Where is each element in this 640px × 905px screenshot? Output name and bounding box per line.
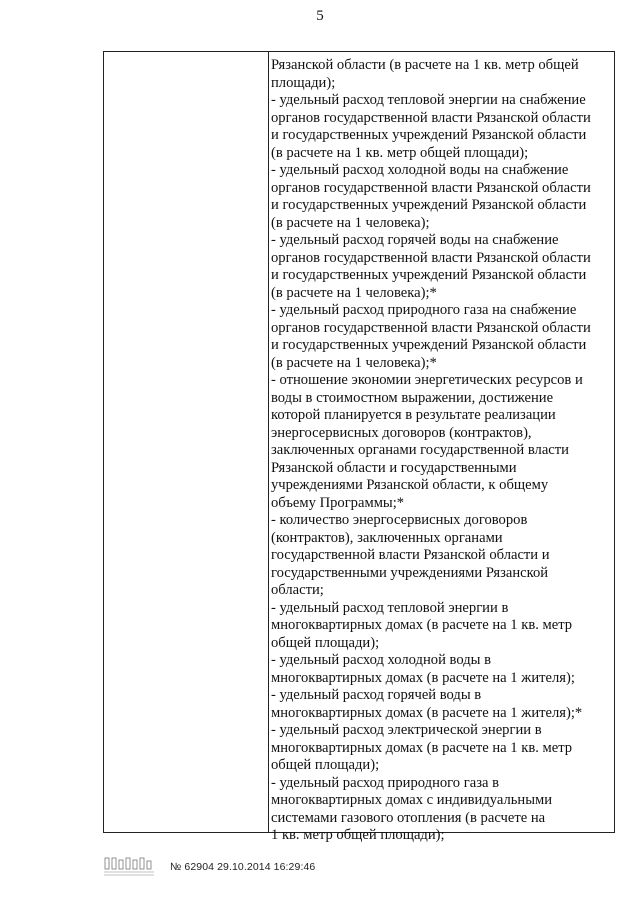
text-line: воды в стоимостном выражении, достижение [271, 389, 554, 406]
text-line: - количество энергосервисных договоров [271, 512, 528, 528]
text-line: - удельный расход холодной воды в [271, 652, 491, 668]
text-line: Рязанской области (в расчете на 1 кв. метр общей [271, 57, 579, 73]
text-line: органов государственной власти Рязанской области [271, 319, 591, 336]
text-line: государственной власти Рязанской области и [271, 547, 550, 563]
page-number: 5 [316, 8, 324, 24]
column-divider [268, 52, 269, 832]
document-footer [102, 855, 315, 879]
text-line: органов государственной власти Рязанской области [271, 249, 591, 266]
registration-stamp-icon [102, 856, 162, 878]
text-line: объему Программы;* [271, 494, 405, 511]
text-line: системами газового отопления (в расчете на [271, 809, 546, 826]
text-line: государственными учреждениями Рязанской [271, 564, 549, 581]
text-line: общей площади); [271, 757, 380, 773]
text-line: - удельный расход горячей воды на снабжение [271, 232, 559, 248]
text-line: энергосервисных договоров (контрактов), [271, 424, 532, 441]
text-line: - удельный расход тепловой энергии на снабжение [271, 92, 586, 108]
text-line: органов государственной власти Рязанской области [271, 109, 591, 126]
text-line: общей площади); [271, 634, 380, 651]
text-line: и государственных учреждений Рязанской области [271, 337, 587, 353]
text-line: многоквартирных домах (в расчете на 1 кв. метр [271, 739, 573, 756]
text-line: - удельный расход электрической энергии в [271, 722, 542, 738]
text-line: и государственных учреждений Рязанской области [271, 267, 587, 283]
table-cell-text [271, 57, 611, 845]
text-line: и государственных учреждений Рязанской области [271, 127, 587, 143]
text-line: (в расчете на 1 человека);* [271, 354, 437, 371]
text-line: учреждениями Рязанской области, к общему [271, 477, 549, 493]
text-line: (в расчете на 1 человека);* [271, 284, 437, 301]
text-line: (в расчете на 1 кв. метр общей площади); [271, 144, 529, 161]
text-line: (в расчете на 1 человека); [271, 214, 430, 231]
text-line: - отношение экономии энергетических ресурсов и [271, 372, 583, 388]
text-line: многоквартирных домах (в расчете на 1 кв. метр [271, 617, 573, 633]
text-line: - удельный расход холодной воды на снабжение [271, 162, 569, 178]
text-line: многоквартирных домах (в расчете на 1 жителя);* [271, 704, 583, 721]
text-line: области; [271, 582, 324, 598]
text-line: - удельный расход природного газа в [271, 774, 499, 791]
text-line: площади); [271, 74, 336, 91]
text-line: многоквартирных домах с индивидуальными [271, 792, 553, 808]
text-line: (контрактов), заключенных органами [271, 529, 503, 546]
text-line: Рязанской области и государственными [271, 459, 517, 476]
registration-stamp-text: № 62904 29.10.2014 16:29:46 [170, 861, 316, 873]
text-line: - удельный расход тепловой энергии в [271, 599, 509, 616]
text-line: заключенных органами государственной власти [271, 442, 569, 458]
text-line: - удельный расход природного газа на снабжение [271, 302, 577, 318]
text-line: 1 кв. метр общей площади); [271, 827, 445, 843]
document-table [103, 51, 615, 843]
text-line: - удельный расход горячей воды в [271, 687, 482, 703]
text-line: органов государственной власти Рязанской области [271, 179, 591, 196]
text-line: которой планируется в результате реализации [271, 407, 556, 423]
text-line: многоквартирных домах (в расчете на 1 жителя); [271, 669, 575, 686]
text-line: и государственных учреждений Рязанской области [271, 197, 587, 213]
